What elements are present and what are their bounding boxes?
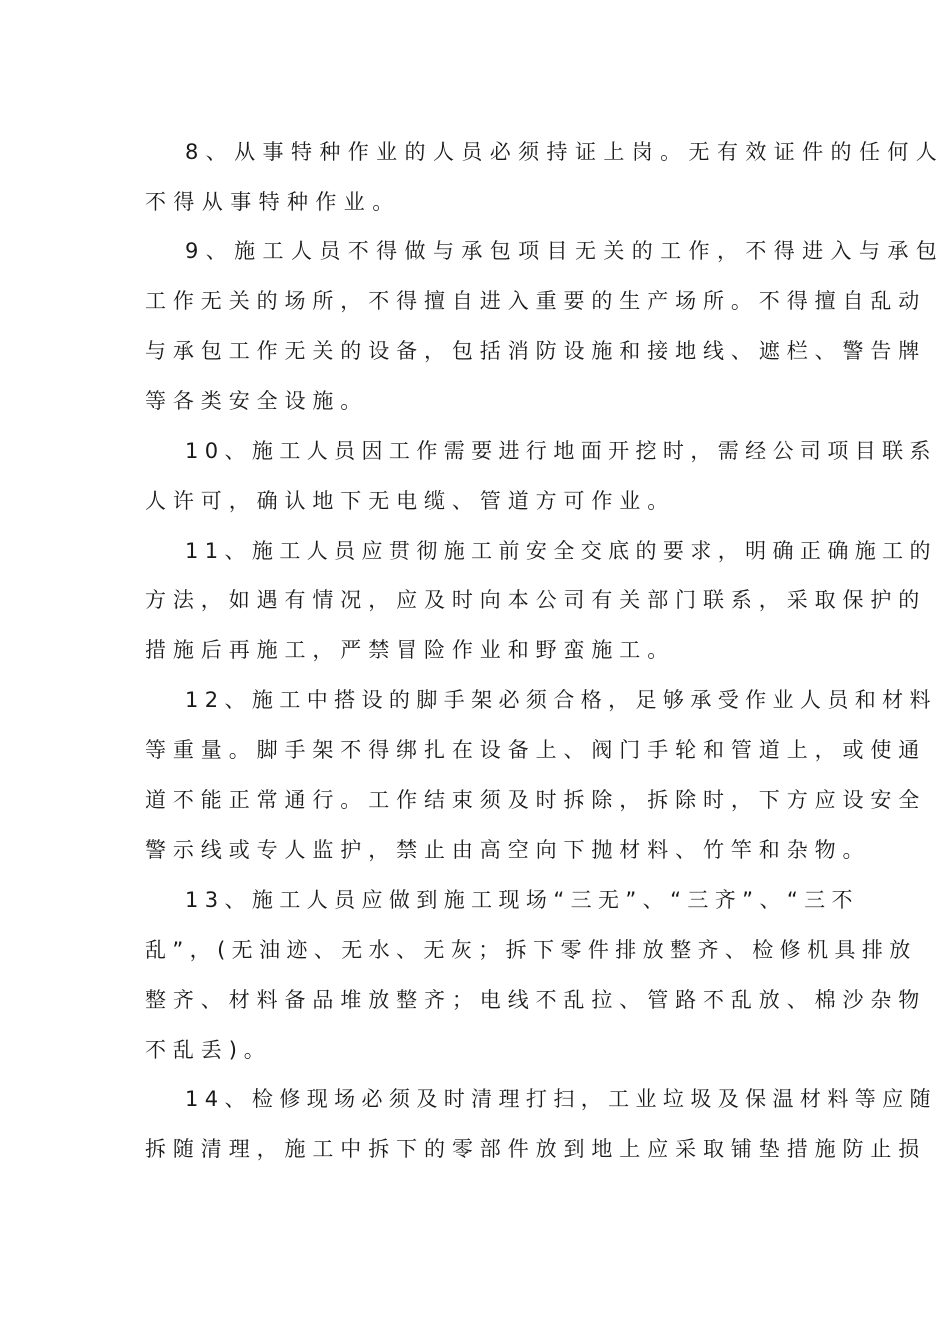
paragraph-10-line-2: 人许可，确认地下无电缆、管道方可作业。 xyxy=(145,489,676,513)
paragraph-12-line-4: 警示线或专人监护，禁止由高空向下抛材料、竹竿和杂物。 xyxy=(145,838,871,862)
paragraph-9-line-4: 等各类安全设施。 xyxy=(145,389,369,413)
paragraph-9-line-2: 工作无关的场所，不得擅自进入重要的生产场所。不得擅自乱动 xyxy=(145,289,927,313)
paragraph-14-line-2: 拆随清理，施工中拆下的零部件放到地上应采取铺垫措施防止损 xyxy=(145,1137,927,1161)
paragraph-11-line-3: 措施后再施工，严禁冒险作业和野蛮施工。 xyxy=(145,638,676,662)
paragraph-13-line-1: 13、施工人员应做到施工现场“三无”、“三齐”、“三不 xyxy=(185,888,859,912)
paragraph-13-line-4: 不乱丢)。 xyxy=(145,1038,272,1062)
paragraph-8-line-1: 8、从事特种作业的人员必须持证上岗。无有效证件的任何人 xyxy=(185,140,945,164)
paragraph-12-line-2: 等重量。脚手架不得绑扎在设备上、阀门手轮和管道上，或使通 xyxy=(145,738,927,762)
paragraph-8-line-2: 不得从事特种作业。 xyxy=(145,190,401,214)
paragraph-14-line-1: 14、检修现场必须及时清理打扫，工业垃圾及保温材料等应随 xyxy=(185,1087,937,1111)
paragraph-13-line-2: 乱”，(无油迹、无水、无灰；拆下零件排放整齐、检修机具排放 xyxy=(145,938,917,962)
paragraph-13-line-3: 整齐、材料备品堆放整齐；电线不乱拉、管路不乱放、棉沙杂物 xyxy=(145,988,927,1012)
paragraph-11-line-1: 11、施工人员应贯彻施工前安全交底的要求，明确正确施工的 xyxy=(185,539,937,563)
paragraph-9-line-3: 与承包工作无关的设备，包括消防设施和接地线、遮栏、警告牌 xyxy=(145,339,927,363)
paragraph-12-line-1: 12、施工中搭设的脚手架必须合格，足够承受作业人员和材料 xyxy=(185,688,937,712)
paragraph-10-line-1: 10、施工人员因工作需要进行地面开挖时，需经公司项目联系 xyxy=(185,439,937,463)
paragraph-11-line-2: 方法，如遇有情况，应及时向本公司有关部门联系，采取保护的 xyxy=(145,588,927,612)
paragraph-12-line-3: 道不能正常通行。工作结束须及时拆除，拆除时，下方应设安全 xyxy=(145,788,927,812)
paragraph-9-line-1: 9、施工人员不得做与承包项目无关的工作，不得进入与承包 xyxy=(185,239,945,263)
